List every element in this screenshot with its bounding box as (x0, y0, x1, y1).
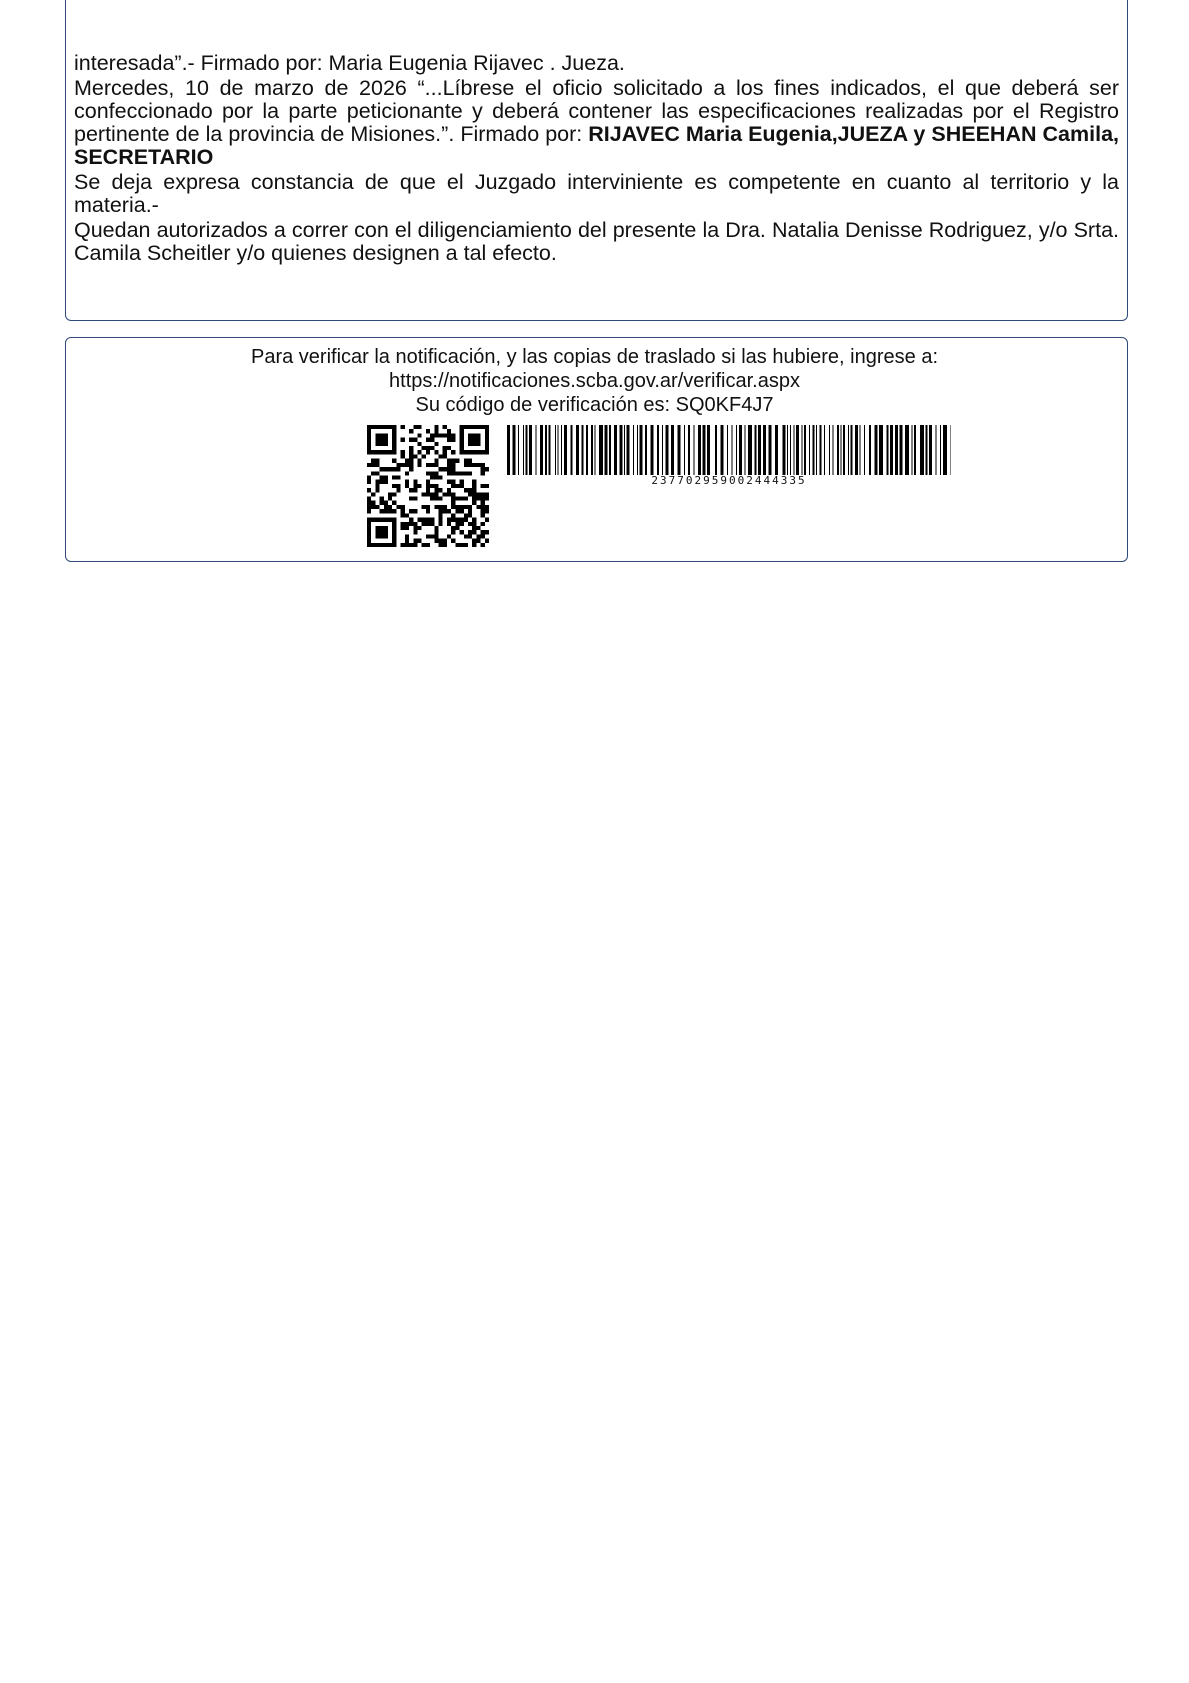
verification-instructions: Para verificar la notificación, y las copias de traslado si las hubiere, ingrese a: (250, 346, 938, 368)
paragraph-competence: Se deja expresa constancia de que el Juzgado interviniente es competente en cuanto al territorio y la materia.- (74, 170, 1119, 217)
document-body-text (74, 52, 1119, 267)
qr-code-icon (367, 425, 489, 547)
paragraph-signature-1: interesada”.- Firmado por: Maria Eugenia Rijavec . Jueza. (74, 51, 625, 75)
verification-url: https://notificaciones.scba.gov.ar/verificar.aspx (389, 370, 800, 392)
resolution-signers: RIJAVEC Maria Eugenia,JUEZA y SHEEHAN Camila, SECRETARIO (74, 122, 1119, 169)
barcode-number: 237702959002444335 (651, 474, 807, 487)
paragraph-authorization: Quedan autorizados a correr con el diligenciamiento del presente la Dra. Natalia Denisse Rodriguez, y/o Srta. Camila Scheitler y/o quienes designen a tal efecto. (74, 218, 1119, 265)
barcode-icon (507, 425, 951, 475)
verification-code: Su código de verificación es: SQ0KF4J7 (415, 394, 774, 416)
paragraph-resolution (74, 77, 1119, 169)
resolution-text: Mercedes, 10 de marzo de 2026 “...Líbrese el oficio solicitado a los fines indicados, el que deberá ser confeccionado por la parte peticionante y deberá contener las especificaciones realizadas por el Registro pertinente de la provincia de Misiones.”. Firmado por: (74, 76, 1119, 146)
